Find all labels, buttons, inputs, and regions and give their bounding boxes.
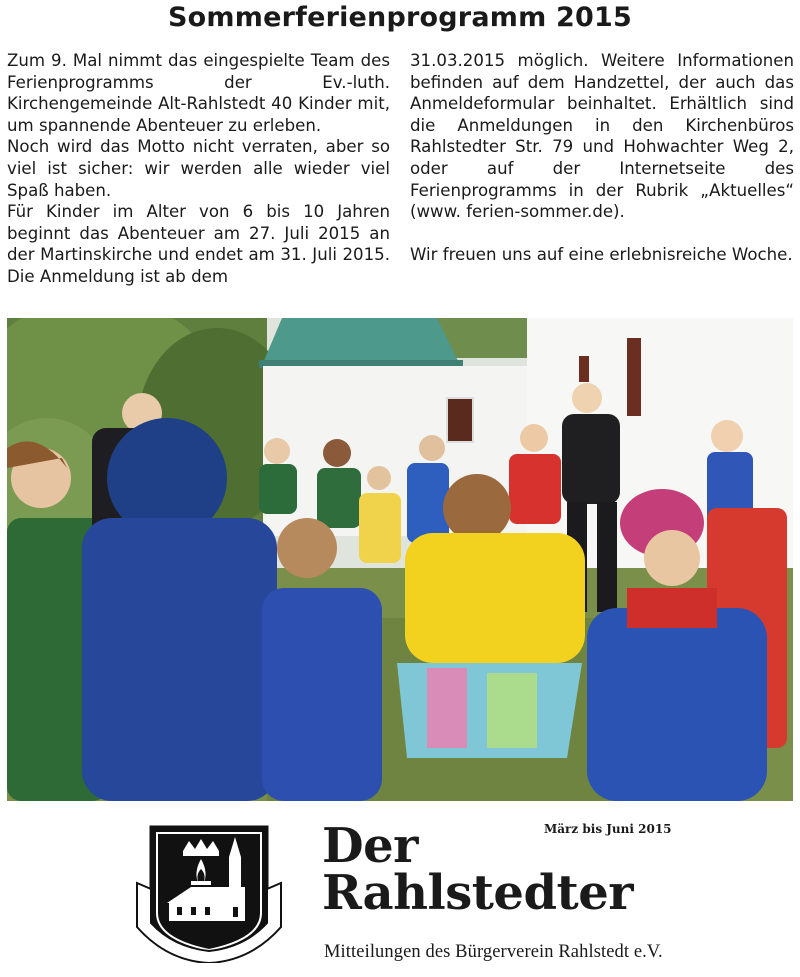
paragraph: Zum 9. Mal nimmt das eingespielte Team des Ferienprogramms der Ev.-luth. Kirchengemeinde Alt-Rahlstedt 40 Kinder mit, um spannende Abenteuer zu erleben. — [7, 51, 390, 135]
masthead-title-line2: Rahlstedter — [322, 865, 634, 921]
article-column-left — [7, 50, 390, 288]
paragraph: Noch wird das Motto nicht verraten, aber so viel ist sicher: wir werden alle wieder viel Spaß haben. — [7, 137, 390, 200]
issue-date: März bis Juni 2015 — [544, 822, 672, 836]
masthead-title-line1: Der — [322, 818, 418, 874]
article-column-right — [410, 50, 794, 265]
buergerverein-crest-logo — [133, 823, 285, 963]
paragraph: Für Kinder im Alter von 6 bis 10 Jahren beginnt das Abenteuer am 27. Juli 2015 an der Martinskirche und endet am 31. Juli 2015. Die Anmeldung ist ab dem — [7, 202, 390, 286]
article-headline: Sommerferienprogramm 2015 — [168, 2, 632, 33]
masthead-subtitle: Mitteilungen des Bürgerverein Rahlstedt e.V. — [324, 942, 663, 962]
children-dancing-photo — [7, 318, 793, 801]
paragraph: Wir freuen uns auf eine erlebnisreiche Woche. — [410, 244, 793, 264]
masthead-title — [322, 818, 634, 921]
paragraph: 31.03.2015 möglich. Weitere Informationen befinden auf dem Handzettel, der auch das Anmeldeformular beinhaltet. Erhältlich sind die Anmeldungen in den Kirchenbüros Rahlstedter Str. 79 und Hohwachter Weg 2, oder auf der Internetseite des Ferienprogramms in der Rubrik „Aktuelles“ (www. ferien-sommer.de). — [410, 51, 794, 222]
